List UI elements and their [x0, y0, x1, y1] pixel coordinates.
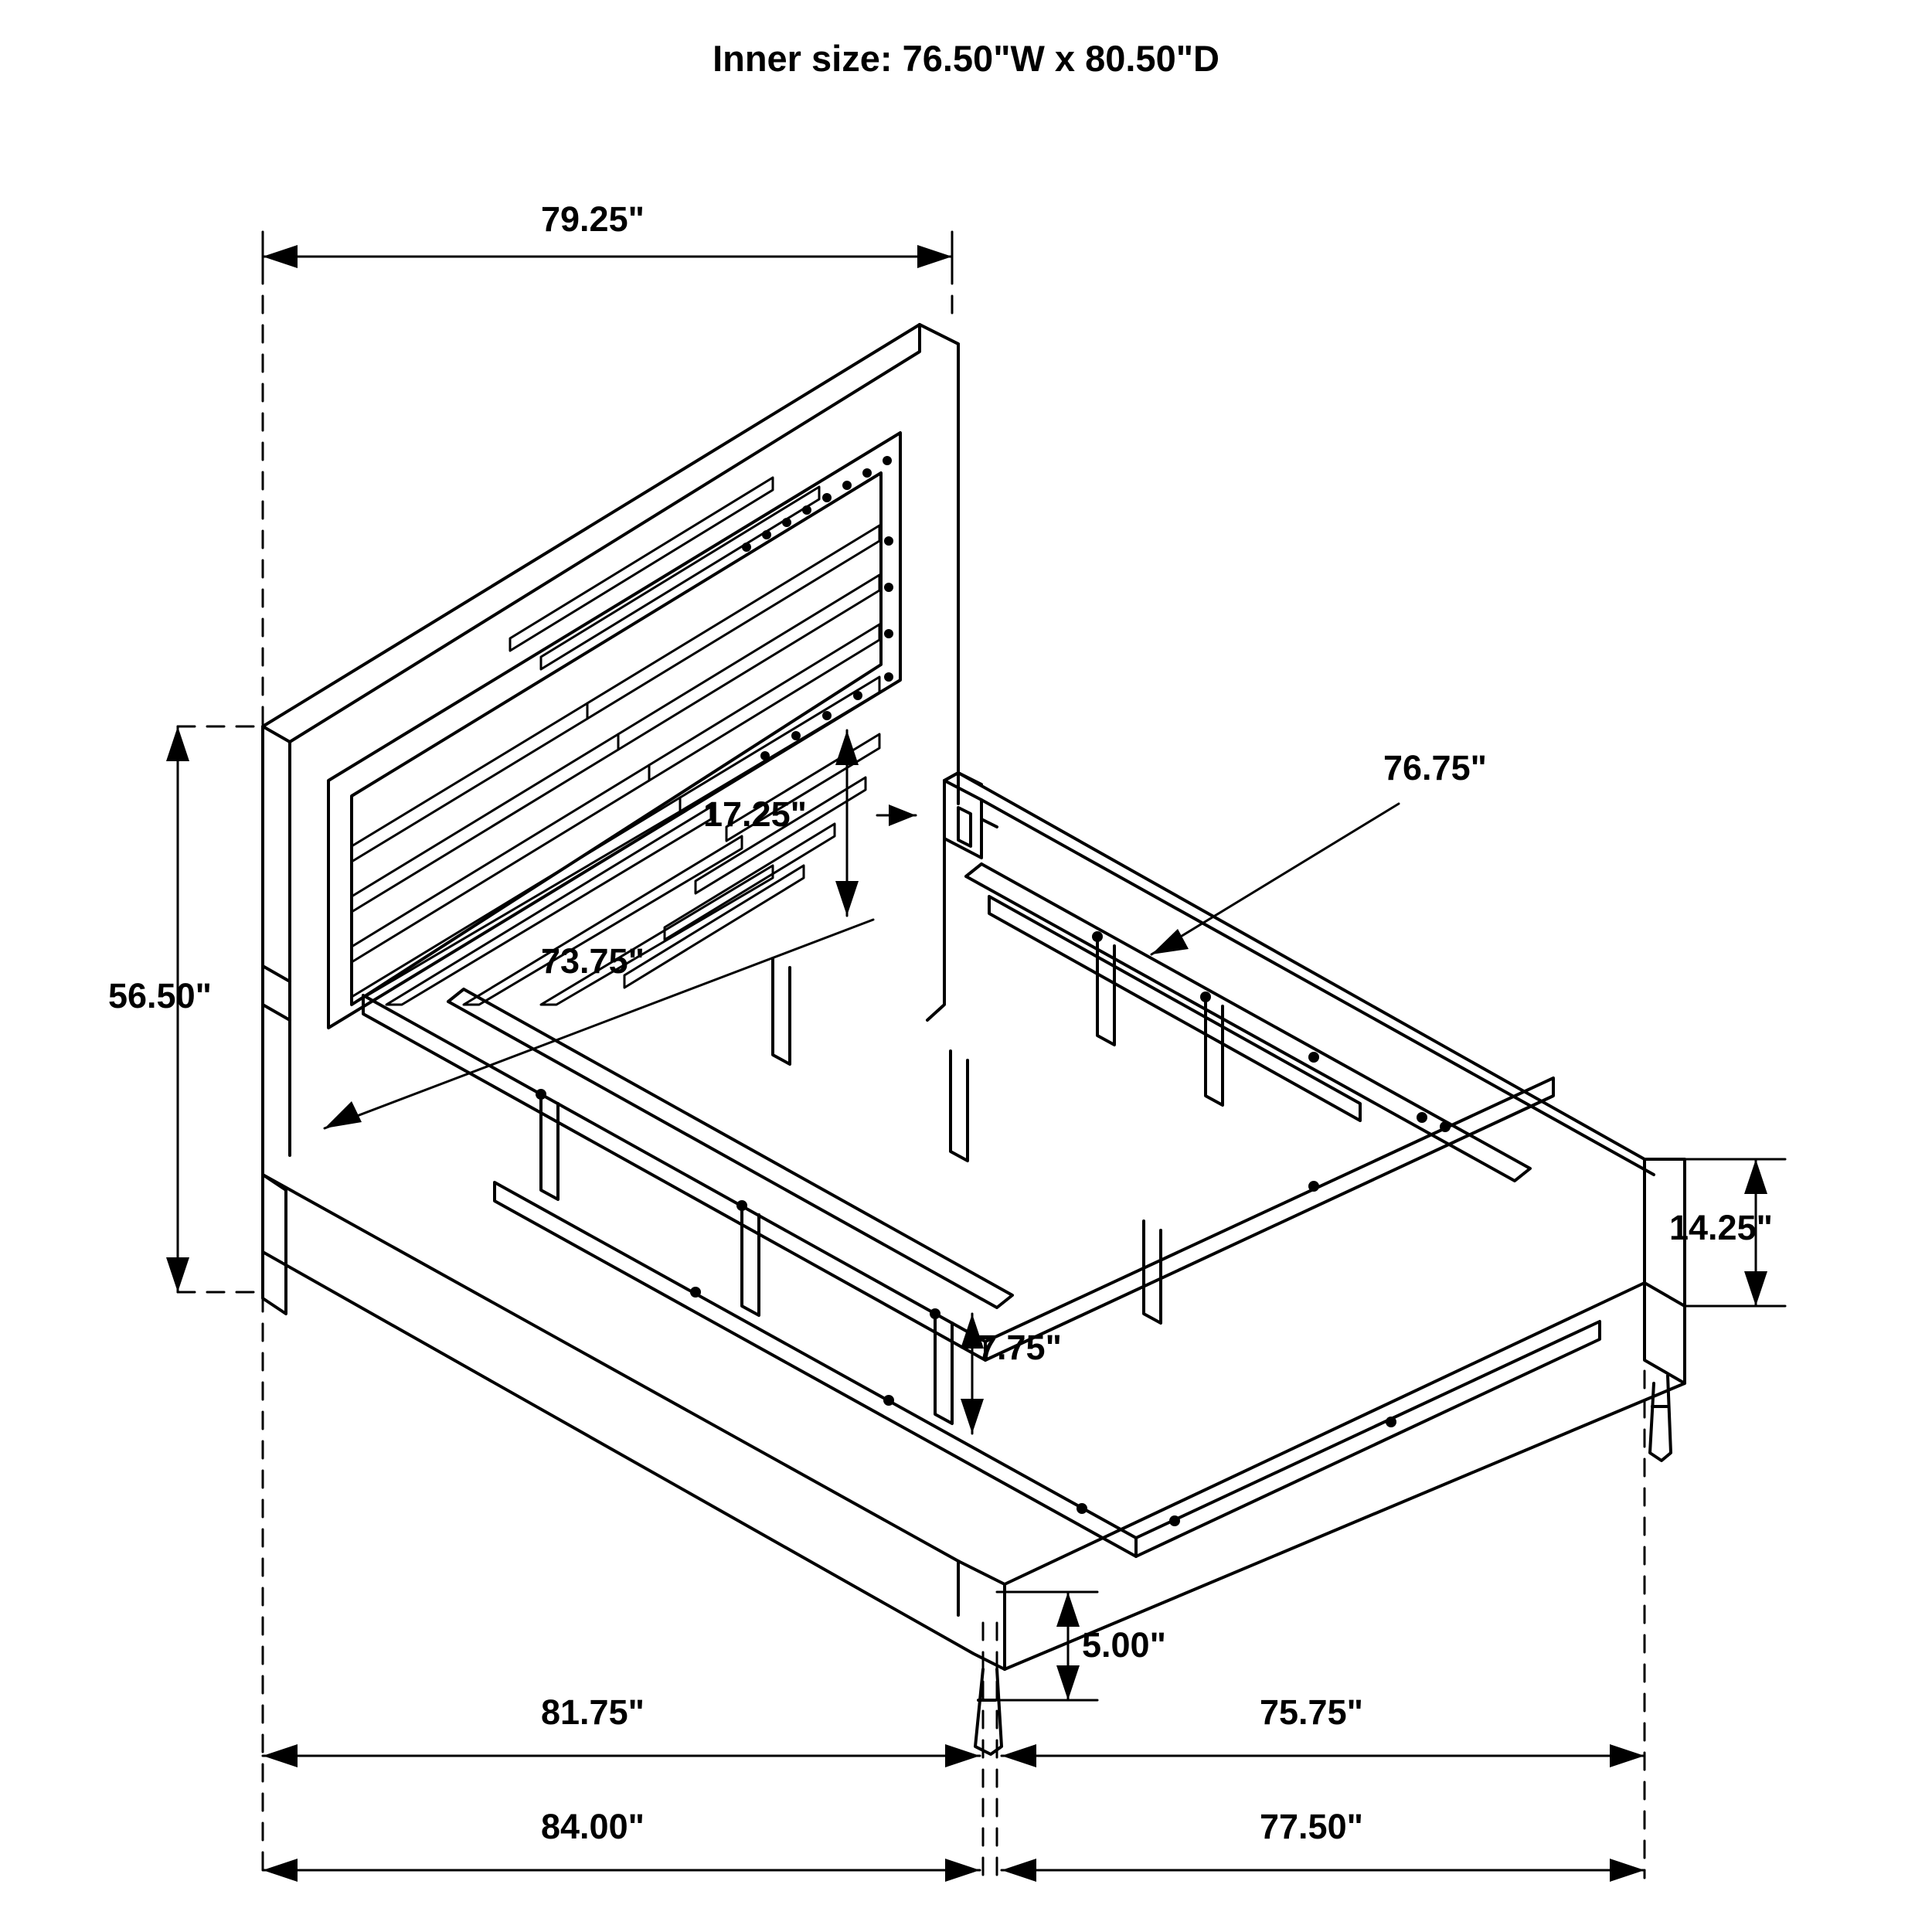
page-title: Inner size: 76.50"W x 80.50"D — [713, 38, 1219, 79]
leg-footboard-right — [1650, 1376, 1671, 1461]
leg-head-left — [263, 1175, 286, 1314]
dim-label-77-50: 77.50" — [1260, 1807, 1363, 1846]
dim-row-inner — [263, 1744, 1645, 1767]
headboard-post — [263, 966, 290, 1020]
dim-label-17-25: 17.25" — [703, 794, 807, 834]
dim-label-7-75: 7.75" — [978, 1328, 1062, 1367]
dim-label-81-75: 81.75" — [541, 1692, 645, 1732]
dim-label-5-00: 5.00" — [1082, 1625, 1166, 1665]
dim-17-25 — [835, 730, 916, 916]
extension-lines — [178, 267, 1645, 1878]
dim-76-75 — [1151, 804, 1399, 954]
dim-label-84-00: 84.00" — [541, 1807, 645, 1846]
right-side-rail — [958, 773, 1685, 1306]
dim-label-79-25: 79.25" — [541, 199, 645, 239]
dim-label-56-50: 56.50" — [108, 976, 212, 1015]
dim-label-76-75: 76.75" — [1383, 748, 1487, 787]
center-support-rail-upper — [966, 864, 1530, 1181]
center-support-rail-lower — [448, 989, 1012, 1308]
slat-beam-3 — [989, 896, 1360, 1121]
support-legs — [541, 937, 1223, 1423]
rail-bracket — [944, 781, 997, 858]
head-rail-top — [958, 773, 981, 784]
dim-row-outer — [263, 1859, 1645, 1882]
dim-label-75-75: 75.75" — [1260, 1692, 1363, 1732]
slat-beam-2 — [495, 1182, 1600, 1556]
dim-label-14-25: 14.25" — [1669, 1208, 1773, 1247]
dim-label-73-75: 73.75" — [541, 941, 645, 981]
footboard-rail — [1005, 1283, 1685, 1669]
